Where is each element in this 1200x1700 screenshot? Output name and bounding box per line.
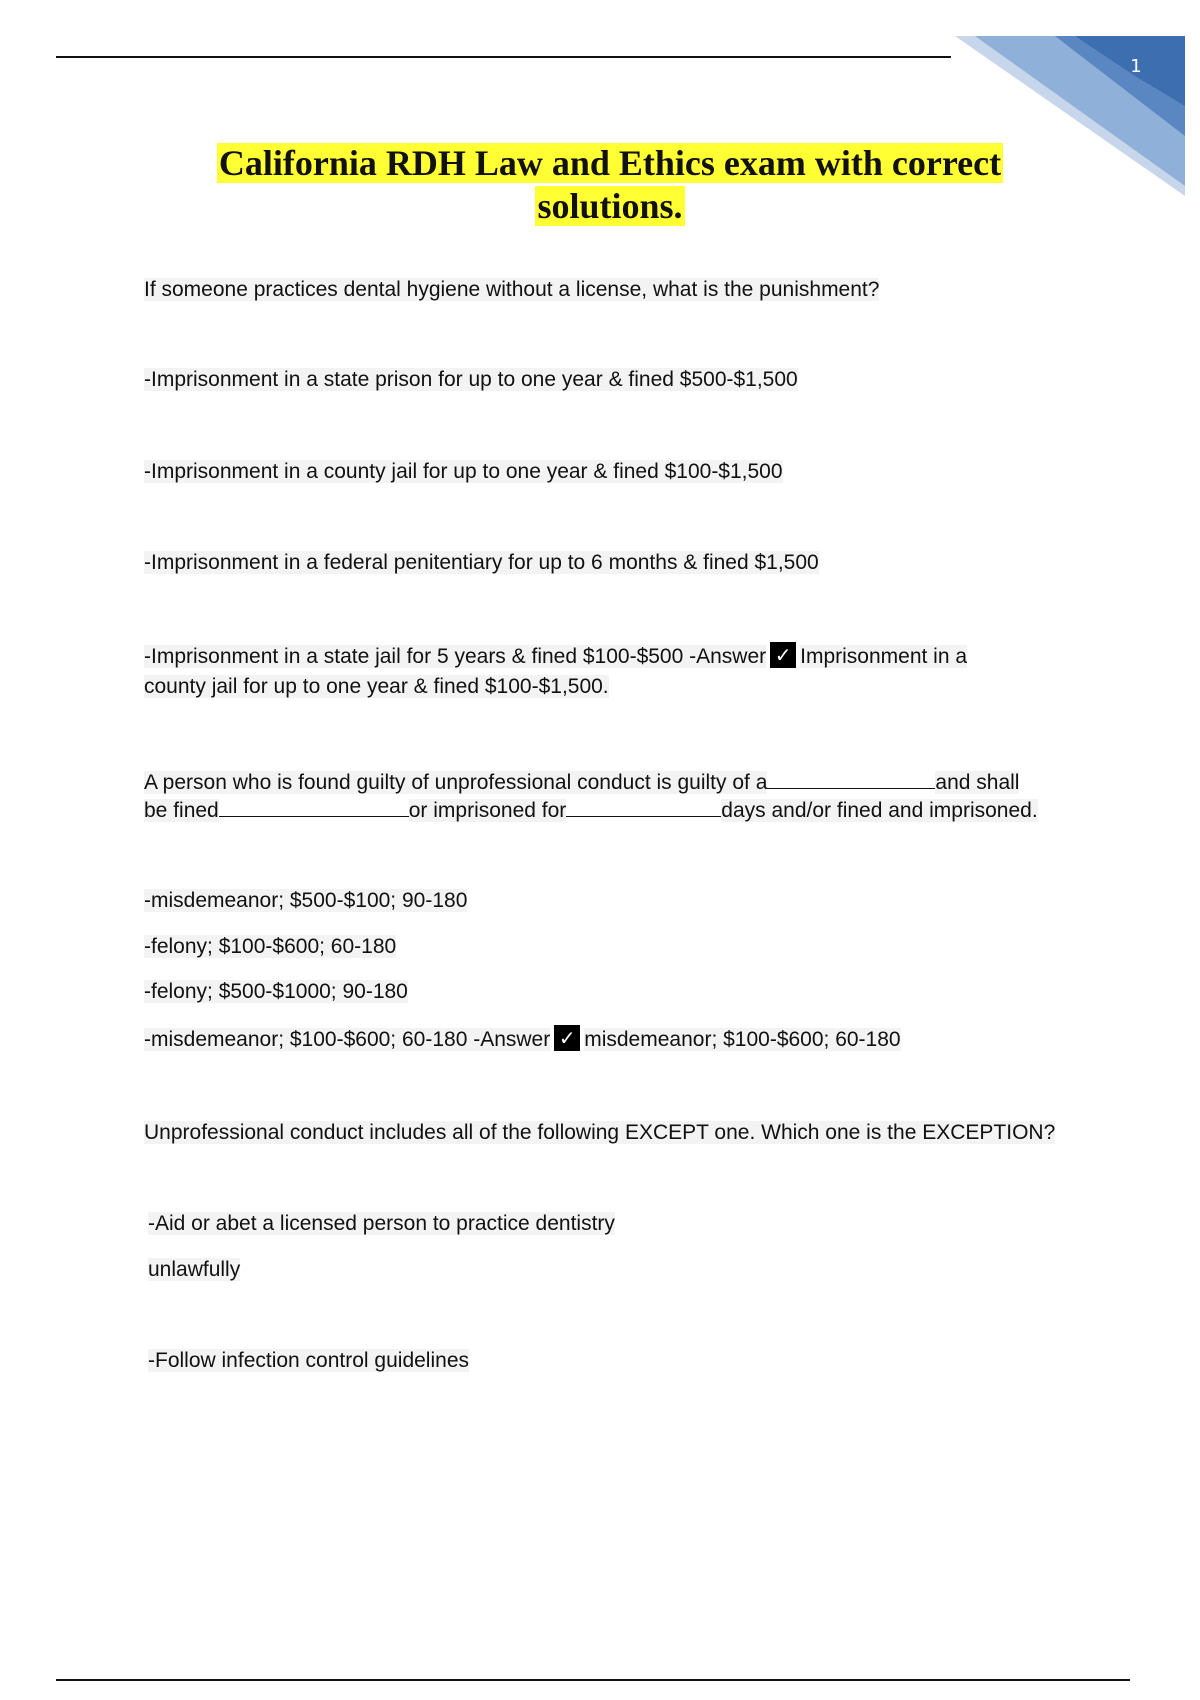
check-mark-icon: ✓	[554, 1025, 580, 1051]
question-1-text: If someone practices dental hygiene without a license, what is the punishment?	[144, 278, 880, 301]
q2-option-3: -felony; $500-$1000; 90-180	[144, 980, 408, 1003]
q2-option-4-with-answer: -misdemeanor; $100-$600; 60-180 -Answer ✓ misdemeanor; $100-$600; 60-180	[144, 1026, 901, 1051]
q3-option-2: -Follow infection control guidelines	[148, 1349, 469, 1372]
title-line-1: California RDH Law and Ethics exam with correct	[218, 143, 1002, 183]
q1-answer-continued: county jail for up to one year & fined $100-$1,500.	[144, 675, 609, 698]
q3-option-1: -Aid or abet a licensed person to practice dentistry	[148, 1212, 615, 1235]
question-1	[144, 276, 879, 304]
fill-in-blank	[219, 794, 409, 817]
header-rule	[56, 56, 951, 58]
check-mark-icon: ✓	[770, 642, 796, 668]
title-line-2: solutions.	[537, 186, 683, 226]
question-3: Unprofessional conduct includes all of the following EXCEPT one. Which one is the EXCEPTION?	[144, 1121, 1056, 1144]
question-2-line-1: A person who is found guilty of unprofessional conduct is guilty of a and shall	[144, 766, 1019, 797]
q2-option-1: -misdemeanor; $500-$100; 90-180	[144, 889, 468, 912]
fill-in-blank	[566, 794, 721, 817]
q1-option-4-with-answer: -Imprisonment in a state jail for 5 years & fined $100-$500 -Answer ✓ Imprisonment in a	[144, 643, 968, 668]
fill-in-blank	[767, 766, 935, 789]
q2-answer: misdemeanor; $100-$600; 60-180	[584, 1028, 901, 1051]
q1-option-2: -Imprisonment in a county jail for up to one year & fined $100-$1,500	[144, 460, 783, 483]
document-title	[100, 142, 1120, 228]
page-number: 1	[1130, 56, 1142, 77]
q1-option-3: -Imprisonment in a federal penitentiary for up to 6 months & fined $1,500	[144, 551, 819, 574]
q2-option-2: -felony; $100-$600; 60-180	[144, 935, 397, 958]
q3-option-1-continued: unlawfully	[148, 1258, 241, 1281]
footer-rule	[56, 1679, 1130, 1681]
q1-answer: Imprisonment in a	[800, 645, 968, 668]
question-2-line-2: be fined or imprisoned for days and/or fined and imprisoned.	[144, 794, 1038, 825]
q1-option-1: -Imprisonment in a state prison for up to one year & fined $500-$1,500	[144, 368, 798, 391]
